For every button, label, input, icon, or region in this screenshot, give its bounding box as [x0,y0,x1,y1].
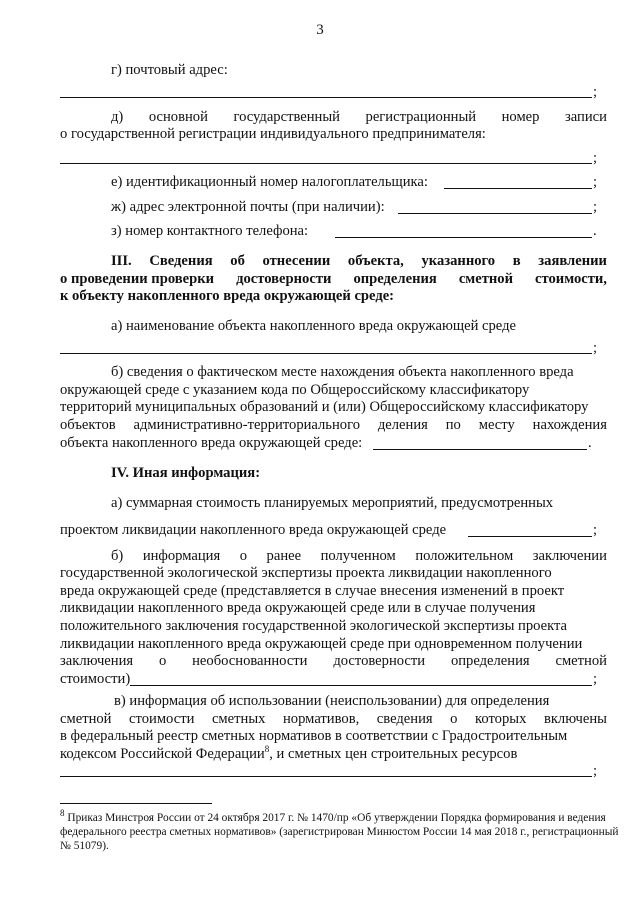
prior-conclusion-field[interactable] [130,685,592,686]
semicolon: ; [593,522,598,538]
ogrnip-field[interactable] [60,163,592,164]
section-4-item-b-line6: ликвидации накопленного вреда окружающей среде при одновременном получении [60,636,583,652]
section-3-item-a: а) наименование объекта накопленного вреда окружающей среде [111,318,516,334]
section-4-heading: IV. Иная информация: [111,465,261,481]
footnote-separator [60,803,212,804]
section-4-item-b-line4: ликвидации накопленного вреда окружающей среде или в случае получения [60,600,536,616]
period: . [593,223,597,239]
total-cost-field[interactable] [468,536,592,537]
section-4-item-a-line2: проектом ликвидации накопленного вреда окружающей среде [60,522,447,538]
section-4-item-v-line2: сметной стоимости сметных нормативов, сведения о которых включены [60,711,607,727]
section-3-heading-line2: о проведении проверки достоверности определения сметной стоимости, [60,271,607,287]
section-4-item-v-line1: в) информация об использовании (неиспользовании) для определения [114,693,550,709]
inn-field[interactable] [444,188,592,189]
footnote-ref[interactable]: 8 [264,744,270,755]
email-field[interactable] [398,213,592,214]
semicolon: ; [593,199,598,215]
semicolon: ; [593,340,598,356]
semicolon: ; [593,174,598,190]
semicolon: ; [593,84,598,100]
period: . [588,435,592,451]
item-email-label: ж) адрес электронной почты (при наличии): [111,199,385,215]
item-postal-address-label: г) почтовый адрес: [111,62,228,78]
phone-field[interactable] [335,237,592,238]
section-3-heading-line3: к объекту накопленного вреда окружающей среде: [60,288,395,304]
section-3-item-b-line1: б) сведения о фактическом месте нахождения объекта накопленного вреда [111,364,574,380]
page-number: 3 [316,22,324,38]
section-4-item-b-line1: б) информация о ранее полученном положительном заключении [111,548,607,564]
footnote-line3: № 51079). [60,840,109,852]
section-4-item-v-line4: кодексом Российской Федерации$^8$, и сметных цен строительных ресурсов [60,744,518,762]
item-inn-label: е) идентификационный номер налогоплательщика: [111,174,428,190]
footnote-line2: федерального реестра сметных нормативов» (зарегистрирован Минюстом России 14 мая 2018 г., регистрационный [60,826,619,838]
object-name-field[interactable] [60,353,592,354]
estimate-standards-field[interactable] [60,776,592,777]
item-ogrnip-line2: о государственной регистрации индивидуального предпринимателя: [60,126,486,142]
footnote-line1: $^8$ Приказ Минстроя России от 24 октября 2017 г. № 1470/пр «Об утверждении Порядка формирования и ведения [60,808,606,824]
section-4-item-b-line7: заключения о необоснованности достоверности определения сметной [60,653,607,669]
item-ogrnip-line1: д) основной государственный регистрационный номер записи [111,109,607,125]
section-3-item-b-line3: территорий муниципальных образований и (или) Общероссийскому классификатору [60,399,589,415]
semicolon: ; [593,150,598,166]
section-4-item-b-line8: стоимости) [60,671,131,687]
semicolon: ; [593,671,598,687]
section-3-item-b-line5: объекта накопленного вреда окружающей среде: [60,435,363,451]
section-3-item-b-line2: окружающей среде с указанием кода по Общероссийскому классификатору [60,382,530,398]
object-location-field[interactable] [373,449,587,450]
section-4-item-b-line3: вреда окружающей среде (представляется в случае внесения изменений в проект [60,583,565,599]
section-4-item-b-line2: государственной экологической экспертизы проекта ликвидации накопленного [60,565,552,581]
item-phone-label: з) номер контактного телефона: [111,223,309,239]
section-3-heading-line1: III. Сведения об отнесении объекта, указанного в заявлении [111,253,607,269]
section-4-item-a-line1: а) суммарная стоимость планируемых мероприятий, предусмотренных [111,495,554,511]
postal-address-field[interactable] [60,97,592,98]
semicolon: ; [593,763,598,779]
section-3-item-b-line4: объектов административно-территориального деления по месту нахождения [60,417,607,433]
section-4-item-b-line5: положительного заключения государственной экологической экспертизы проекта [60,618,568,634]
section-4-item-v-line3: в федеральный реестр сметных нормативов в соответствии с Градостроительным [60,728,568,744]
